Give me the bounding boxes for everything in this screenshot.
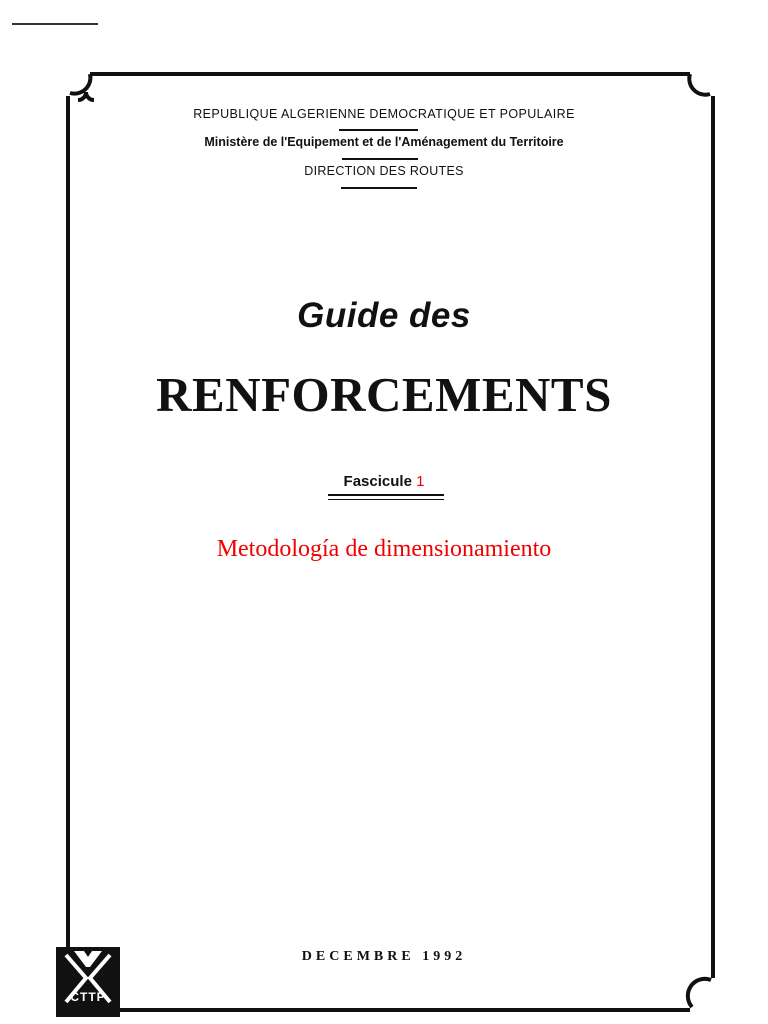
direction-heading: DIRECTION DES ROUTES: [304, 164, 464, 178]
fascicule-label: [0, 473, 768, 490]
logo-x-mark-icon: [56, 947, 120, 1017]
publication-date: DECEMBRE 1992: [301, 949, 467, 964]
methodology-subtitle: Metodología de dimensionamiento: [216, 536, 552, 562]
republic-heading: REPUBLIQUE ALGERIENNE DEMOCRATIQUE ET POPULAIRE: [193, 107, 575, 121]
fascicule-rule-top: [328, 494, 444, 496]
header-rule-3: [341, 187, 417, 189]
fascicule-number: 1: [416, 473, 425, 490]
main-title: RENFORCEMENTS: [156, 367, 612, 422]
logo-text: CTTP: [70, 990, 106, 1004]
ministry-heading: Ministère de l'Equipement et de l'Aménagement du Territoire: [204, 135, 564, 149]
guide-title: Guide des: [297, 296, 471, 335]
fascicule-rule-bottom: [328, 499, 444, 500]
cttp-logo: [56, 947, 120, 1017]
header-rule-1: [339, 129, 418, 131]
fascicule-text: Fascicule: [343, 473, 412, 490]
header-rule-2: [342, 158, 418, 160]
